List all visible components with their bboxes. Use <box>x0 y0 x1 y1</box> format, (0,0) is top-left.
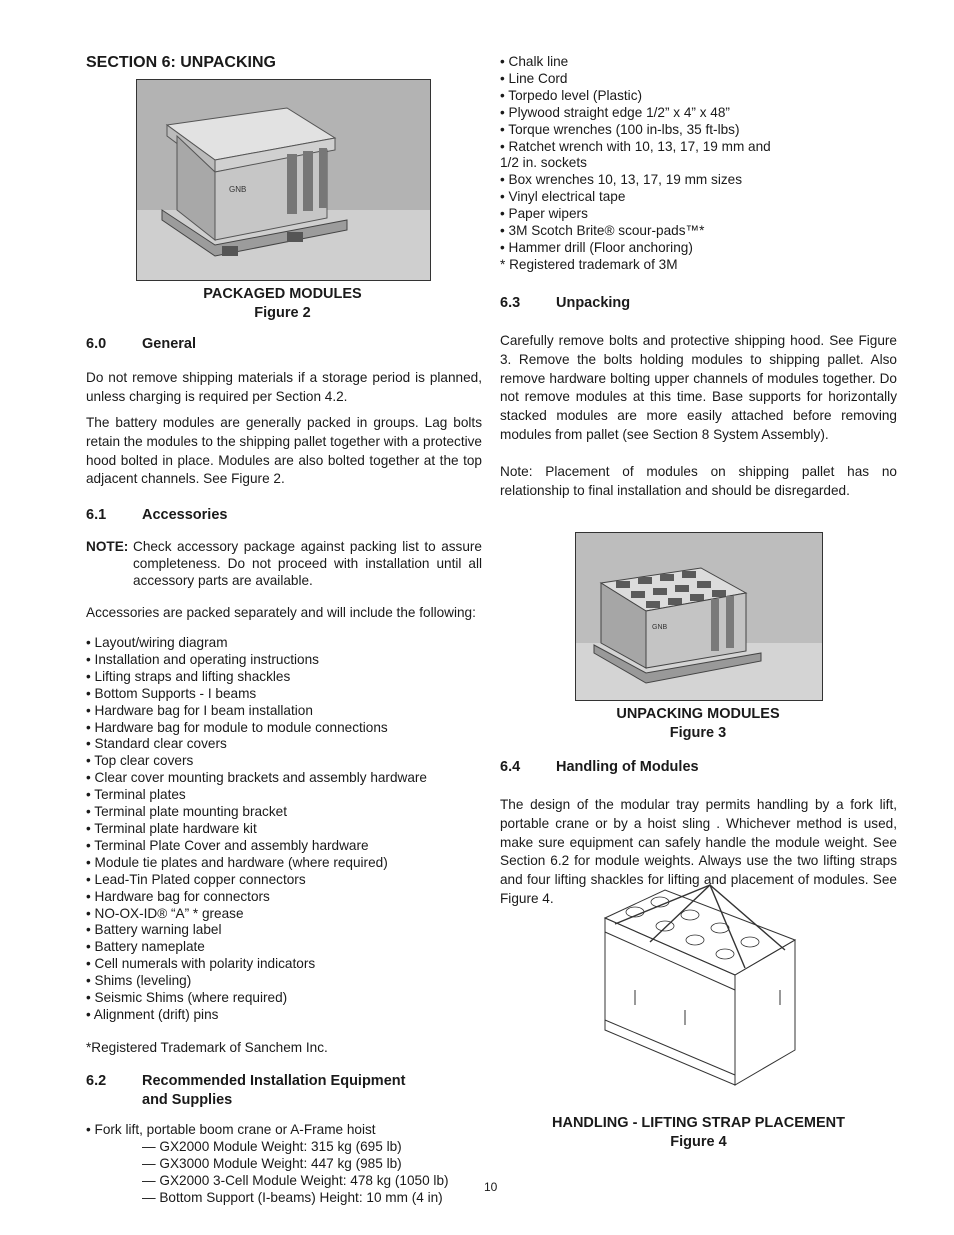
tool-item: • Torpedo level (Plastic) <box>500 87 643 103</box>
tool-item: • Box wrenches 10, 13, 17, 19 mm sizes <box>500 172 743 188</box>
figure-2-number: Figure 2 <box>254 305 311 321</box>
heading-6-1 <box>86 506 227 525</box>
3m-trademark: * Registered trademark of 3M <box>500 257 678 272</box>
accessory-item: • Hardware bag for module to module connections <box>86 719 388 735</box>
heading-number: 6.3 <box>500 295 521 311</box>
accessory-item: • Clear cover mounting brackets and assembly hardware <box>86 770 427 786</box>
tools-list <box>500 54 897 257</box>
accessory-item: • Hardware bag for I beam installation <box>86 702 313 718</box>
heading-title: Accessories <box>142 507 228 523</box>
tool-item: • Vinyl electrical tape <box>500 189 626 205</box>
accessory-item: • Lead-Tin Plated copper connectors <box>86 871 306 887</box>
gnb-logo: GNB <box>229 185 247 194</box>
heading-title-line-1: Recommended Installation Equipment <box>142 1073 406 1089</box>
weight-item: — GX2000 Module Weight: 315 kg (695 lb) <box>142 1139 402 1154</box>
accessory-item: • Battery nameplate <box>86 939 205 955</box>
sanchem-trademark: *Registered Trademark of Sanchem Inc. <box>86 1040 328 1055</box>
heading-6-2 <box>86 1072 405 1110</box>
handling-paragraph: The design of the modular tray permits handling by a fork lift, portable crane or by a hoist sling . Whichever method is used, make sure equipment can safely handle the module weight. See Section 6.2 for module weights. Always use the two lifting straps and four lifting shackles for lifting and placement of modules. See Figure 4. <box>500 797 897 906</box>
unpacking-paragraph-2: Note: Placement of modules on shipping pallet has no relationship to final installation and should be disregarded. <box>500 464 897 498</box>
tool-item: • Line Cord <box>500 70 568 86</box>
unpacking-modules-illustration <box>576 533 822 700</box>
accessory-item: • Terminal plate mounting bracket <box>86 804 287 820</box>
accessory-item: • Terminal Plate Cover and assembly hardware <box>86 837 369 853</box>
tool-item: • Paper wipers <box>500 206 588 222</box>
tool-item: • 3M Scotch Brite® scour-pads™* <box>500 223 705 239</box>
weight-item: — GX2000 3-Cell Module Weight: 478 kg (1050 lb) <box>142 1172 449 1188</box>
general-paragraph-2: The battery modules are generally packed in groups. Lag bolts retain the modules to the shipping pallet together with a protective hood bolted in place. Modules are also bolted together at the top adjacent channels. See Figure 2. <box>86 415 482 487</box>
heading-6-0 <box>86 335 196 354</box>
heading-title: General <box>142 336 196 352</box>
figure-3-photo <box>575 532 823 701</box>
figure-2-photo <box>136 79 431 281</box>
heading-6-3 <box>500 294 630 313</box>
figure-4-caption <box>500 1114 897 1152</box>
accessory-item: • Installation and operating instructions <box>86 651 319 667</box>
accessory-item: • Alignment (drift) pins <box>86 1006 219 1022</box>
figure-3-title: UNPACKING MODULES <box>616 706 780 722</box>
heading-6-4 <box>500 758 699 777</box>
lifting-strap-illustration <box>595 880 805 1090</box>
note-label: NOTE: <box>86 539 129 554</box>
tool-item: • Torque wrenches (100 in-lbs, 35 ft-lbs) <box>500 121 740 137</box>
figure-2-caption <box>136 285 429 323</box>
weights-list <box>142 1139 482 1207</box>
figure-4-drawing <box>595 880 805 1090</box>
accessories-intro: Accessories are packed separately and will include the following: <box>86 605 476 620</box>
figure-3-caption <box>575 705 821 743</box>
unpacking-paragraph-1: Carefully remove bolts and protective shipping hood. See Figure 3. Remove the bolts holding modules to shipping pallet. Also remove hardware bolting upper channels of modules together. Do not remove modules at this time. Base supports for horizontally stacked modules are more easily attached before removing modules from pallet (see Section 8 System Assembly). <box>500 333 897 442</box>
note-text: Check accessory package against packing list to assure completeness. Do not proceed with installation until all accessory parts are available. <box>133 539 482 588</box>
figure-2-title: PACKAGED MODULES <box>203 286 362 302</box>
accessories-note <box>86 539 482 590</box>
figure-3-number: Figure 3 <box>669 725 727 741</box>
heading-number: 6.2 <box>86 1073 107 1089</box>
figure-4-title: HANDLING - LIFTING STRAP PLACEMENT <box>552 1115 845 1131</box>
packaged-modules-illustration <box>137 80 430 280</box>
accessory-item: • Lifting straps and lifting shackles <box>86 668 291 684</box>
accessory-item: • Layout/wiring diagram <box>86 635 228 650</box>
accessory-item: • Hardware bag for connectors <box>86 888 270 904</box>
tool-item: • Ratchet wrench with 10, 13, 17, 19 mm and <box>500 138 771 154</box>
section-title: SECTION 6: UNPACKING <box>86 54 276 71</box>
tool-item: • Hammer drill (Floor anchoring) <box>500 239 693 255</box>
accessory-item: • Cell numerals with polarity indicators <box>86 956 316 972</box>
accessory-item: • Module tie plates and hardware (where required) <box>86 854 388 870</box>
accessory-item: • Terminal plates <box>86 787 186 803</box>
accessory-item: • Seismic Shims (where required) <box>86 990 288 1006</box>
tool-item: • Plywood straight edge 1/2” x 4” x 48” <box>500 104 730 120</box>
accessory-item: • Top clear covers <box>86 753 194 769</box>
accessory-item: • Shims (leveling) <box>86 973 192 989</box>
general-paragraph-1: Do not remove shipping materials if a storage period is planned, unless charging is required per Section 4.2. <box>86 370 482 404</box>
accessory-item: • NO-OX-ID® “A” * grease <box>86 905 244 921</box>
heading-number: 6.4 <box>500 759 521 775</box>
weight-item: — Bottom Support (I-beams) Height: 10 mm (4 in) <box>142 1189 443 1205</box>
weight-item: — GX3000 Module Weight: 447 kg (985 lb) <box>142 1155 402 1171</box>
heading-title: Unpacking <box>556 295 631 311</box>
accessory-item: • Terminal plate hardware kit <box>86 820 257 836</box>
accessory-item: • Bottom Supports - I beams <box>86 685 257 701</box>
figure-4-number: Figure 4 <box>670 1134 727 1150</box>
accessory-item: • Battery warning label <box>86 922 222 938</box>
gnb-logo: GNB <box>652 624 668 631</box>
accessory-item: • Standard clear covers <box>86 736 227 752</box>
accessories-list <box>86 635 482 1024</box>
heading-title-line-2: and Supplies <box>142 1092 233 1108</box>
heading-number: 6.1 <box>86 507 107 523</box>
heading-title <box>142 1072 405 1110</box>
heading-number: 6.0 <box>86 336 107 352</box>
tool-item: 1/2 in. sockets <box>500 155 587 171</box>
page-number: 10 <box>484 1180 498 1194</box>
heading-title: Handling of Modules <box>556 759 699 775</box>
tool-item: • Chalk line <box>500 54 569 69</box>
equipment-first-item: • Fork lift, portable boom crane or A-Frame hoist <box>86 1122 376 1137</box>
